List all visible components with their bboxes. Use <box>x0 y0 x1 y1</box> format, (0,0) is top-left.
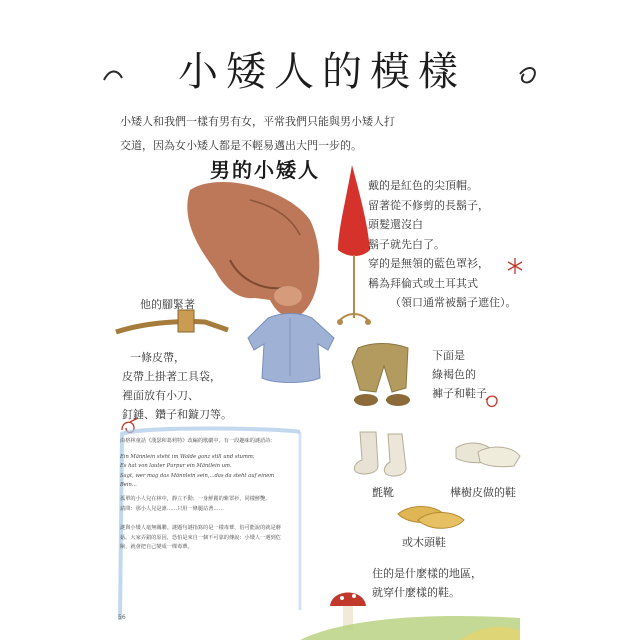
belt-illustration <box>116 310 228 332</box>
belt-label <box>122 348 232 424</box>
page-title: 小矮人的模樣 <box>178 49 466 95</box>
hat-note-line: 戴的是紅色的尖頂帽。 <box>368 179 478 192</box>
closing-label-line: 就穿什麼樣的鞋。 <box>372 586 460 599</box>
story-explanation: 謎與小矮人毫無關聯。謎題句謎指寫的是一樣毒蕈，俗可能說的就是蘑菇。大家弄錯的原因，恐怕是來自一個不可靠的傳說：小矮人一遇到危險，就會把自己變成一棵毒蕈。 <box>120 525 281 551</box>
intro-line-2: 交道，因為女小矮人都是不輕易邁出大門一步的。 <box>120 139 362 152</box>
grass-strip <box>300 616 520 640</box>
belt-label-line: 一條皮帶， <box>130 351 185 364</box>
story-intro: 由格林童話《漢瑟和葛莉特》改編的歌劇中，有一段趣味的謎語詩： <box>120 438 276 444</box>
wooden-shoes-illustration <box>398 507 464 529</box>
german-line: Ein Männlein steht im Walde ganz still und stumm; <box>120 453 255 460</box>
pants-label-line: 下面是 <box>432 349 465 362</box>
pants-label <box>432 346 487 403</box>
red-spiral-icon <box>486 396 497 406</box>
pants-label-line: 綠褐色的 <box>432 368 476 381</box>
hat-note-line: 鬍子就先白了。 <box>368 237 445 251</box>
pants-illustration <box>352 344 410 407</box>
hand-illustration <box>187 182 319 317</box>
closing-label-line: 住的是什麼樣的地區， <box>372 567 482 580</box>
german-line: Es hat von lauter Purpur ein Mäntlein um. <box>120 463 232 470</box>
translation-line: 孤單的小人兒在林中，靜立不動；一身鮮麗的紫罩衫，同樣鮮艷。 <box>120 495 271 502</box>
felt-boots-label: 氈靴 <box>372 486 394 499</box>
belt-label-line: 皮帶上掛著工具袋， <box>122 370 221 383</box>
hat-note-line: 頭髮還沒白 <box>368 218 423 231</box>
german-line: Sagt, wer mag das Männlein sein,...das da steht auf einem Bein... <box>120 472 275 489</box>
translation-line: 請問：那小人兒是誰……只用一條腿站著…… <box>120 505 224 512</box>
hat-note-line: 留著從不修剪的長鬍子， <box>368 198 489 212</box>
belt-label-line: 裡面放有小刀、 <box>122 389 199 402</box>
intro-paragraph <box>120 110 450 158</box>
belt-label-line: 釘錘、鑽子和鏇刀等。 <box>122 408 232 421</box>
hat-note-line: 穿的是無領的藍色罩衫， <box>368 257 489 270</box>
pants-label-line: 褲子和鞋子 <box>432 387 487 400</box>
grip-label: 他的腳緊著 <box>140 298 195 311</box>
birch-shoes-label: 樺樹皮做的鞋 <box>450 486 516 499</box>
hat-note-line: 稱為拜倫式或土耳其式 <box>368 276 478 290</box>
page-number: 56 <box>118 614 126 621</box>
intro-line-1: 小矮人和我們一樣有男有女，平常我們只能與男小矮人打 <box>120 115 395 128</box>
story-box <box>120 437 290 553</box>
closing-label <box>372 564 482 602</box>
section-heading: 男的小矮人 <box>210 158 320 182</box>
hat-note-line: （領口通常被鬍子遮住）。 <box>390 296 517 309</box>
hat-notes <box>368 176 538 313</box>
red-hat-illustration <box>337 165 371 325</box>
wooden-shoes-label: 或木頭鞋 <box>402 536 446 549</box>
birch-shoes-illustration <box>456 443 520 467</box>
blue-smock-illustration <box>248 314 334 383</box>
felt-boots-illustration <box>354 432 406 476</box>
